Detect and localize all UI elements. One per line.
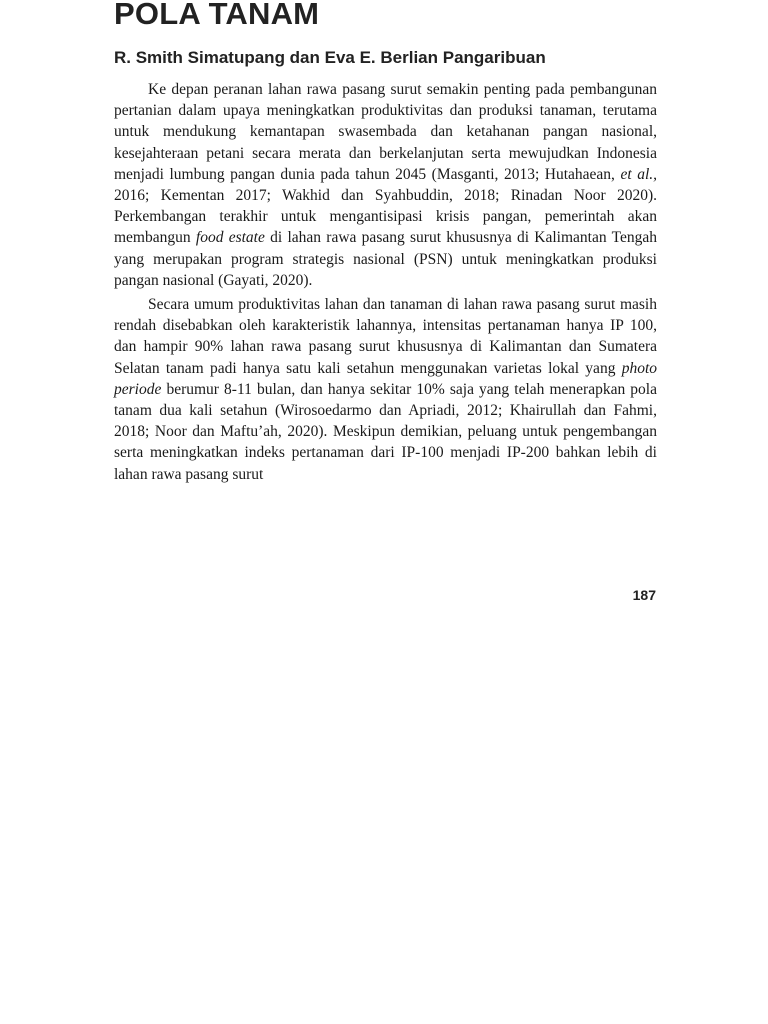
paragraph-2-italic-1: photo periode	[114, 359, 657, 398]
paragraph-2-text-1: Secara umum produktivitas lahan dan tanaman di lahan rawa pasang surut masih rendah disebabkan oleh karakteristik lahannya, intensitas pertanaman hanya IP 100, dan hampir 90% lahan rawa pasang surut khususnya di Kalimantan dan Sumatera Selatan tanam padi hanya satu kali setahun menggunakan varietas lokal yang	[114, 296, 657, 377]
paragraph-2	[114, 294, 657, 485]
body-text	[114, 79, 657, 485]
paragraph-2-text-2: berumur 8-11 bulan, dan hanya sekitar 10% saja yang telah menerapkan pola tanam dua kali setahun (Wirosoedarmo dan Apriadi, 2012; Khairullah dan Fahmi, 2018; Noor dan Maftu’ah, 2020). Meskipun demikian, peluang untuk pengembangan serta meningkatkan indeks pertanaman dari IP-100 menjadi IP-200 bahkan lebih di lahan rawa pasang surut	[114, 380, 657, 483]
paragraph-1-text-3: di lahan rawa pasang surut khususnya di Kalimantan Tengah yang merupakan program strategis nasional (PSN) untuk meningkatkan produksi pangan nasional (Gayati, 2020).	[114, 229, 657, 289]
paragraph-1-italic-2: food estate	[195, 229, 265, 247]
paragraph-1-text-2: 2016; Kementan 2017; Wakhid dan Syahbuddin, 2018; Rinadan Noor 2020). Perkembangan terakhir untuk mengantisipasi krisis pangan, pemerintah akan membangun	[114, 187, 657, 247]
paragraph-1-italic-1: et al.,	[620, 165, 657, 183]
paragraph-1-text-1: Ke depan peranan lahan rawa pasang surut semakin penting pada pembangunan pertanian dalam upaya meningkatkan produktivitas dan produksi tanaman, terutama untuk mendukung kemantapan swasembada dan ketahanan pangan nasional, kesejahteraan petani secara merata dan berkelanjutan serta mewujudkan Indonesia menjadi lumbung pangan dunia pada tahun 2045 (Masganti, 2013; Hutahaean,	[114, 81, 657, 183]
chapter-title: POLA TANAM	[114, 0, 320, 31]
page-number: 187	[632, 587, 656, 603]
paragraph-1	[114, 79, 657, 291]
chapter-authors: R. Smith Simatupang dan Eva E. Berlian Pangaribuan	[114, 48, 546, 67]
